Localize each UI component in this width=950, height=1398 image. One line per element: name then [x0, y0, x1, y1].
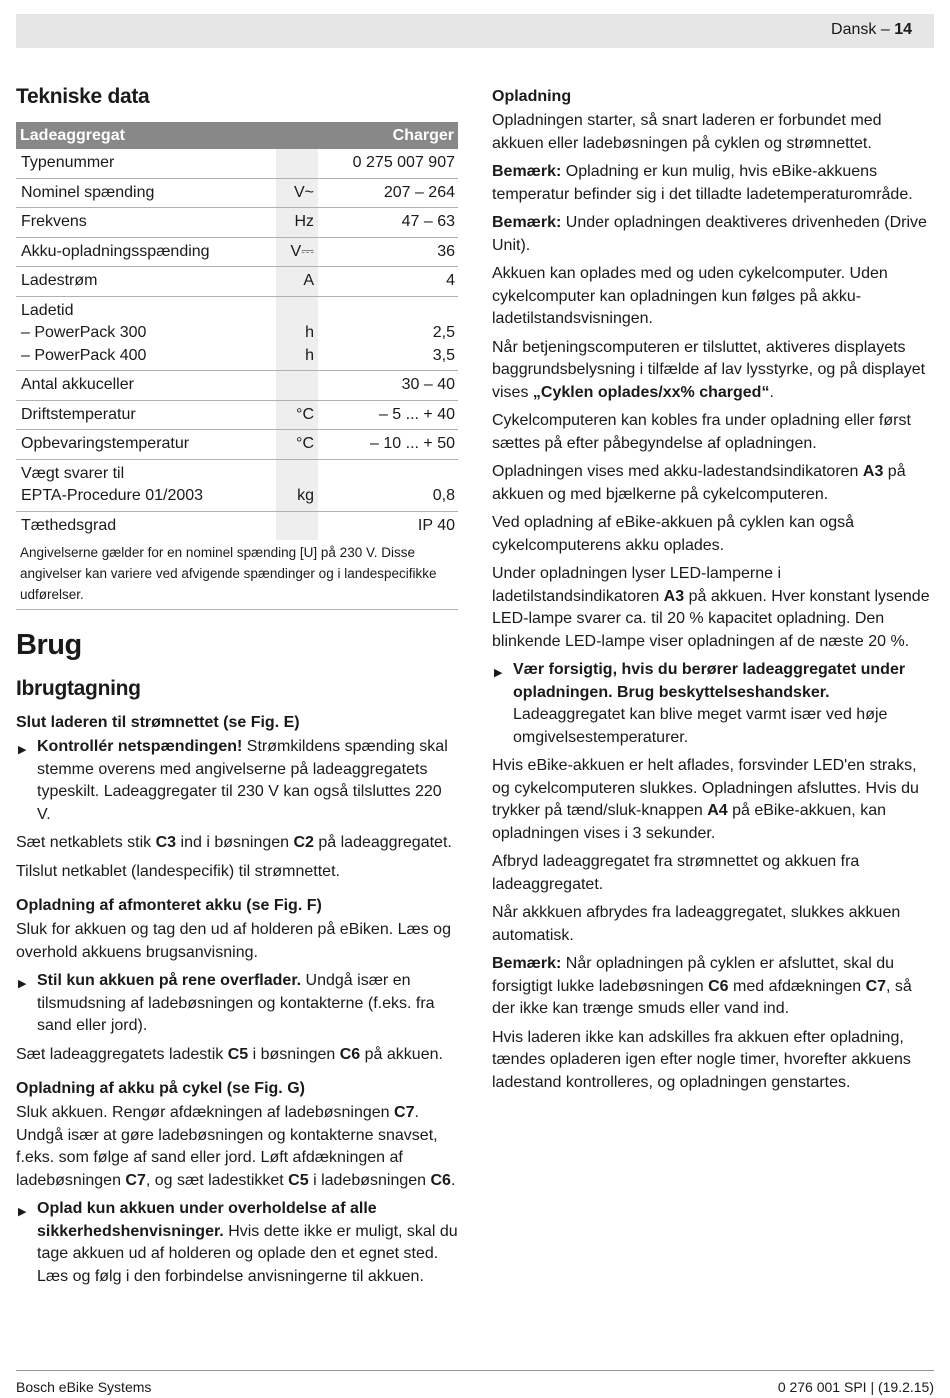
footer-doc-id: 0 276 001 SPI | (19.2.15)	[777, 1379, 934, 1395]
table-row: Opbevaringstemperatur °C – 10 ... + 50	[16, 430, 458, 460]
warning-bullet: ▶ Oplad kun akkuen under overholdelse af alle sikkerhedshenvisninger. Hvis dette ikke er muligt, skal du tage akkuen ud af holderen og oplade den et egnet sted. Læs og følg i den forbindelse anvisningerne til akkuen.	[16, 1198, 458, 1288]
table-header-row	[16, 122, 458, 149]
paragraph: Tilslut netkablet (landespecifik) til strømnettet.	[16, 862, 340, 880]
table-note-row	[16, 540, 458, 610]
section-title-brug: Brug	[16, 629, 82, 661]
paragraph: Når betjeningscomputeren er tilsluttet, aktiveres displayets baggrundsbelysning i tilfælde af lav lysstyrke, og på displayet vises „Cyklen oplades/xx% charged“.	[492, 338, 926, 401]
paragraph: Hvis eBike-akkuen er helt aflades, forsvinder LED'en straks, og cykelcomputeren slukkes. Opladningen afsluttes. Hvis du trykker på tænd/sluk-knappen A4 på eBike-akkuen, kan opladningen vises i 3 sekunder.	[492, 757, 919, 842]
warning-bullet: ▶ Stil kun akkuen på rene overflader. Undgå især en tilsmudsning af ladebøsningen og kontakterne (f.eks. fra sand eller jord).	[16, 970, 458, 1038]
paragraph: Ved opladning af eBike-akkuen på cyklen kan også cykelcomputerens akku oplades.	[492, 514, 855, 554]
paragraph: Akkuen kan oplades med og uden cykelcomputer. Uden cykelcomputer kan opladningen kun følges på akku-ladetilstandsvisningen.	[492, 265, 888, 327]
paragraph: Under opladningen lyser LED-lamperne i ladetilstandsindikatoren A3 på akkuen. Hver konstant lysende LED-lampe svarer ca. til 20 % kapacitet opladning. Den blinkende LED-lampe viser opladningen af de næste 20 %.	[492, 565, 930, 650]
note-paragraph: Bemærk: Under opladningen deaktiveres drivenheden (Drive Unit).	[492, 214, 927, 254]
table-head-left: Ladeaggregat	[16, 122, 318, 149]
table-row: Typenummer 0 275 007 907	[16, 149, 458, 178]
left-column	[16, 84, 458, 1294]
section-title-ibrugtagning: Ibrugtagning	[16, 677, 141, 700]
table-note: Angivelserne gælder for en nominel spænding [U] på 230 V. Disse angivelser kan variere ved afvigende spændinger og i landespecifikke udførelser.	[16, 540, 458, 610]
table-row-ip: Tæthedsgrad IP 40	[16, 511, 458, 540]
page-header	[16, 14, 934, 48]
paragraph: Sæt netkablets stik C3 ind i bøsningen C2 på ladeaggregatet.	[16, 834, 452, 851]
table-row: Ladestrøm A 4	[16, 267, 458, 297]
paragraph: Cykelcomputeren kan kobles fra under opladning eller først sættes på efter påbegyndelse af opladningen.	[492, 412, 911, 452]
table-row-ladetid: Ladetid – PowerPack 300 – PowerPack 400 h h 2,5 3,5	[16, 296, 458, 371]
table-row-weight: Vægt svarer til EPTA-Procedure 01/2003 kg 0,8	[16, 459, 458, 511]
table-row: Frekvens Hz 47 – 63	[16, 208, 458, 238]
right-column	[492, 86, 934, 1100]
note-paragraph: Bemærk: Når opladningen på cyklen er afsluttet, skal du forsigtigt lukke ladebøsningen C6 med afdækningen C7, så der ikke kan trænge smuds eller vand ind.	[492, 955, 912, 1017]
paragraph: Sluk for akkuen og tag den ud af holderen på eBiken. Læs og overhold akkuens brugsanvisning.	[16, 921, 451, 961]
paragraph: Sæt ladeaggregatets ladestik C5 i bøsningen C6 på akkuen.	[16, 1045, 443, 1063]
tech-data-title: Tekniske data	[16, 85, 150, 108]
table-row: Akku-opladningsspænding V⎓ 36	[16, 237, 458, 267]
paragraph: Opladningen starter, så snart laderen er forbundet med akkuen eller ladebøsningen på cyklen og strømnettet.	[492, 112, 882, 152]
page-footer	[16, 1379, 934, 1395]
page-number: Dansk – 14	[831, 21, 912, 38]
paragraph: Sluk akkuen. Rengør afdækningen af ladebøsningen C7. Undgå især at gøre ladebøsningen og kontakterne snavset, f.eks. som følge af sand eller jord. Løft afdækningen af ladebøsningen C7, og sæt ladestikket C5 i ladebøsningen C6.	[16, 1104, 456, 1189]
table-row: Antal akkuceller 30 – 40	[16, 371, 458, 401]
tech-data-table	[16, 122, 458, 610]
table-head-right: Charger	[318, 122, 458, 149]
subheading-detached: Opladning af afmonteret akku (se Fig. F)	[16, 897, 322, 914]
subheading-connect: Slut laderen til strømnettet (se Fig. E)	[16, 714, 300, 731]
subheading-opladning: Opladning	[492, 88, 572, 105]
paragraph: Når akkkuen afbrydes fra ladeaggregatet, slukkes akkuen automatisk.	[492, 904, 901, 944]
table-row: Nominel spænding V~ 207 – 264	[16, 178, 458, 208]
paragraph: Hvis laderen ikke kan adskilles fra akkuen efter opladning, tændes opladeren igen efter nogle timer, hvorefter akkuens ladestand kontrolleres, og opladningen genstartes.	[492, 1028, 911, 1091]
table-row: Driftstemperatur °C – 5 ... + 40	[16, 400, 458, 430]
note-paragraph: Bemærk: Opladning er kun mulig, hvis eBike-akkuens temperatur befinder sig i det tilladte ladetemperaturområde.	[492, 163, 913, 203]
warning-bullet: ▶ Kontrollér netspændingen! Strømkildens spænding skal stemme overens med angivelserne på ladeaggregatets typeskilt. Ladeaggregater til 230 V kan også tilsluttes 220 V.	[16, 736, 458, 826]
subheading-on-bike: Opladning af akku på cykel (se Fig. G)	[16, 1080, 305, 1097]
paragraph: Afbryd ladeaggregatet fra strømnettet og akkuen fra ladeaggregatet.	[492, 853, 860, 893]
paragraph: Opladningen vises med akku-ladestandsindikatoren A3 på akkuen og med bjælkerne på cykelcomputeren.	[492, 463, 906, 503]
warning-bullet: ▶ Vær forsigtig, hvis du berører ladeaggregatet under opladningen. Brug beskyttelseshandsker. Ladeaggregatet kan blive meget varmt især ved høje omgivelsestemperaturer.	[492, 659, 934, 749]
footer-divider	[16, 1370, 934, 1371]
footer-brand: Bosch eBike Systems	[16, 1379, 152, 1395]
